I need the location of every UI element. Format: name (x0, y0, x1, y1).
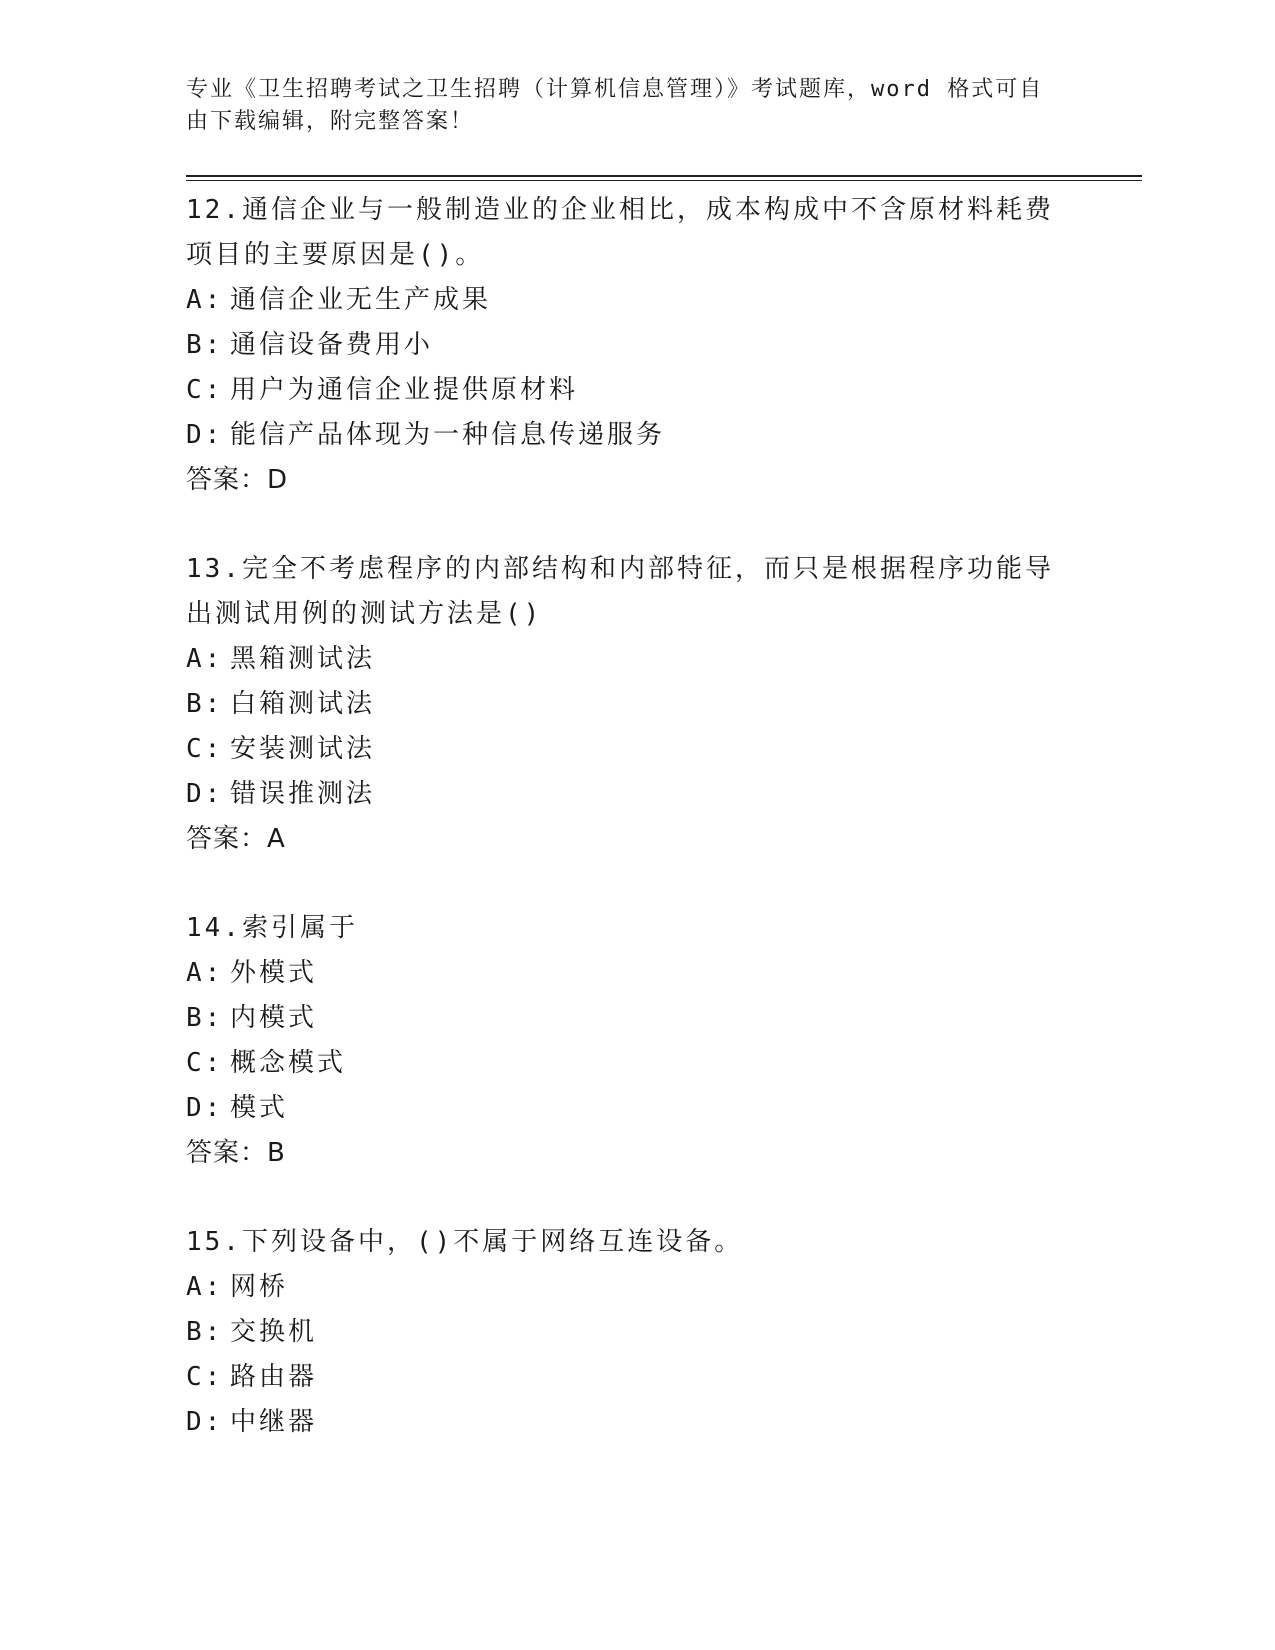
option-label: D: (186, 1093, 224, 1123)
question-stem: 12.通信企业与一般制造业的企业相比，成本构成中不含原材料耗费项目的主要原因是()。 (186, 195, 1054, 270)
question-stem: 15.下列设备中，()不属于网络互连设备。 (186, 1227, 744, 1257)
option-b (186, 682, 1086, 727)
option-label: D: (186, 1407, 224, 1437)
option-label: B: (186, 689, 224, 719)
option-a (186, 278, 1086, 323)
answer-line: 答案：B (186, 1138, 286, 1168)
option-d (186, 1086, 1086, 1131)
option-d (186, 413, 1086, 458)
option-label: B: (186, 1317, 224, 1347)
answer-line: 答案：A (186, 824, 286, 854)
option-label: B: (186, 1003, 224, 1033)
option-label: A: (186, 644, 224, 674)
option-c (186, 368, 1086, 413)
option-d (186, 1400, 1086, 1445)
header-divider-thick (186, 175, 1142, 177)
option-label: C: (186, 1048, 224, 1078)
header-divider-thin (186, 180, 1142, 181)
document-header: 专业《卫生招聘考试之卫生招聘（计算机信息管理）》考试题库，word 格式可自由下载编辑，附完整答案！ (186, 77, 1044, 134)
option-label: A: (186, 285, 224, 315)
question-stem: 14.索引属于 (186, 913, 358, 943)
option-text: 白箱测试法 (230, 689, 376, 719)
question-12 (186, 188, 1086, 503)
option-text: 网桥 (230, 1272, 289, 1302)
option-label: A: (186, 958, 224, 988)
option-label: A: (186, 1272, 224, 1302)
option-text: 错误推测法 (230, 779, 376, 809)
option-label: C: (186, 1362, 224, 1392)
question-13 (186, 547, 1086, 862)
option-a (186, 637, 1086, 682)
option-label: C: (186, 734, 224, 764)
option-text: 路由器 (230, 1362, 318, 1392)
option-label: C: (186, 375, 224, 405)
option-text: 内模式 (230, 1003, 318, 1033)
option-c (186, 1355, 1086, 1400)
option-label: D: (186, 420, 224, 450)
question-14 (186, 906, 1086, 1176)
question-list (186, 188, 1086, 1489)
option-text: 用户为通信企业提供原材料 (230, 375, 579, 405)
answer-line: 答案：D (186, 465, 289, 495)
option-b (186, 323, 1086, 368)
option-text: 中继器 (230, 1407, 318, 1437)
option-c (186, 727, 1086, 772)
option-text: 通信企业无生产成果 (230, 285, 492, 315)
option-a (186, 951, 1086, 996)
option-text: 交换机 (230, 1317, 318, 1347)
option-text: 模式 (230, 1093, 289, 1123)
option-text: 外模式 (230, 958, 318, 988)
option-b (186, 996, 1086, 1041)
option-text: 概念模式 (230, 1048, 347, 1078)
option-label: D: (186, 779, 224, 809)
option-text: 通信设备费用小 (230, 330, 434, 360)
option-c (186, 1041, 1086, 1086)
option-d (186, 772, 1086, 817)
question-stem: 13.完全不考虑程序的内部结构和内部特征，而只是根据程序功能导出测试用例的测试方法是() (186, 554, 1054, 629)
option-text: 能信产品体现为一种信息传递服务 (230, 420, 666, 450)
option-text: 安装测试法 (230, 734, 376, 764)
option-text: 黑箱测试法 (230, 644, 376, 674)
question-15 (186, 1220, 1086, 1445)
option-label: B: (186, 330, 224, 360)
option-a (186, 1265, 1086, 1310)
option-b (186, 1310, 1086, 1355)
